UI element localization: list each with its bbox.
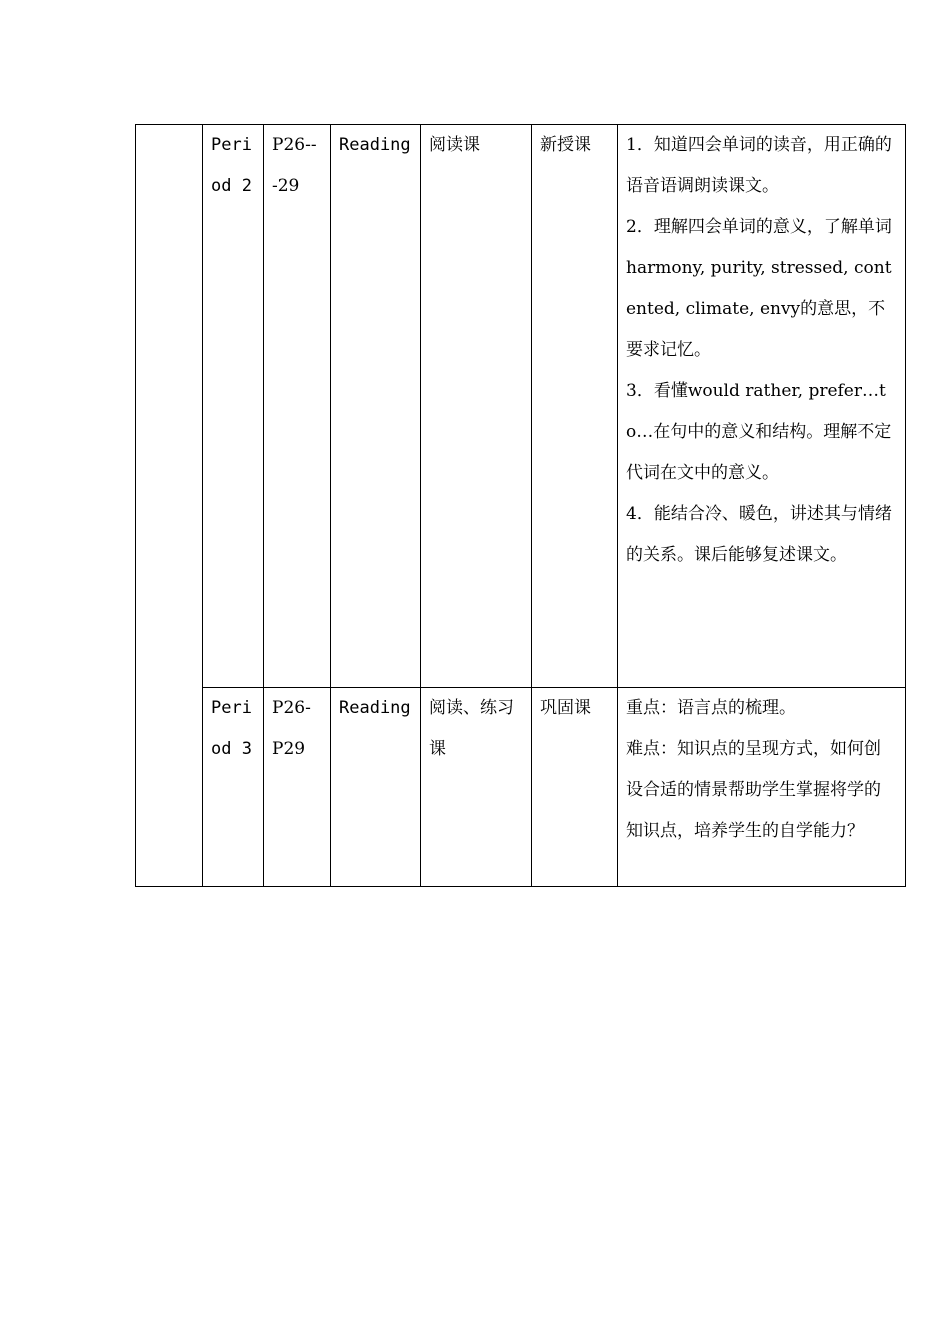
pages-cell [264,688,331,887]
pages-line: P29 [272,739,306,759]
objective-item: 4．能结合冷、暖色，讲述其与情绪的关系。课后能够复述课文。 [626,504,892,565]
merged-unit-cell [136,125,203,887]
objectives-cell [618,125,906,688]
pages-cell [264,125,331,688]
objective-item: 难点：知识点的呈现方式，如何创设合适的情景帮助学生掌握将学的知识点，培养学生的自学能力？ [626,739,881,841]
section-cell: Reading [331,688,421,887]
objective-item: 重点：语言点的梳理。 [626,698,796,718]
period-line: Peri [211,135,252,155]
pages-line: P26-- [272,135,317,155]
lesson-type-cell: 阅读课 [421,125,532,688]
objective-item: 2．理解四会单词的意义，了解单词harmony, purity, stressed, contented, climate, envy的意思，不要求记忆。 [626,217,892,360]
class-type-cell: 巩固课 [532,688,618,887]
period-line: Peri [211,698,252,718]
period-line: od 3 [211,739,252,759]
period-cell [203,688,264,887]
lesson-plan-table [135,124,906,887]
section-cell: Reading [331,125,421,688]
pages-line: P26- [272,698,311,718]
objective-item: 1．知道四会单词的读音，用正确的语音语调朗读课文。 [626,135,892,196]
objective-item: 3．看懂would rather, prefer…to…在句中的意义和结构。理解不定代词在文中的意义。 [626,381,892,483]
table-row [136,688,906,887]
table-row [136,125,906,688]
objectives-cell [618,688,906,887]
class-type-cell: 新授课 [532,125,618,688]
lesson-type-cell: 阅读、练习课 [421,688,532,887]
period-line: od 2 [211,176,252,196]
period-cell [203,125,264,688]
pages-line: -29 [272,176,300,196]
